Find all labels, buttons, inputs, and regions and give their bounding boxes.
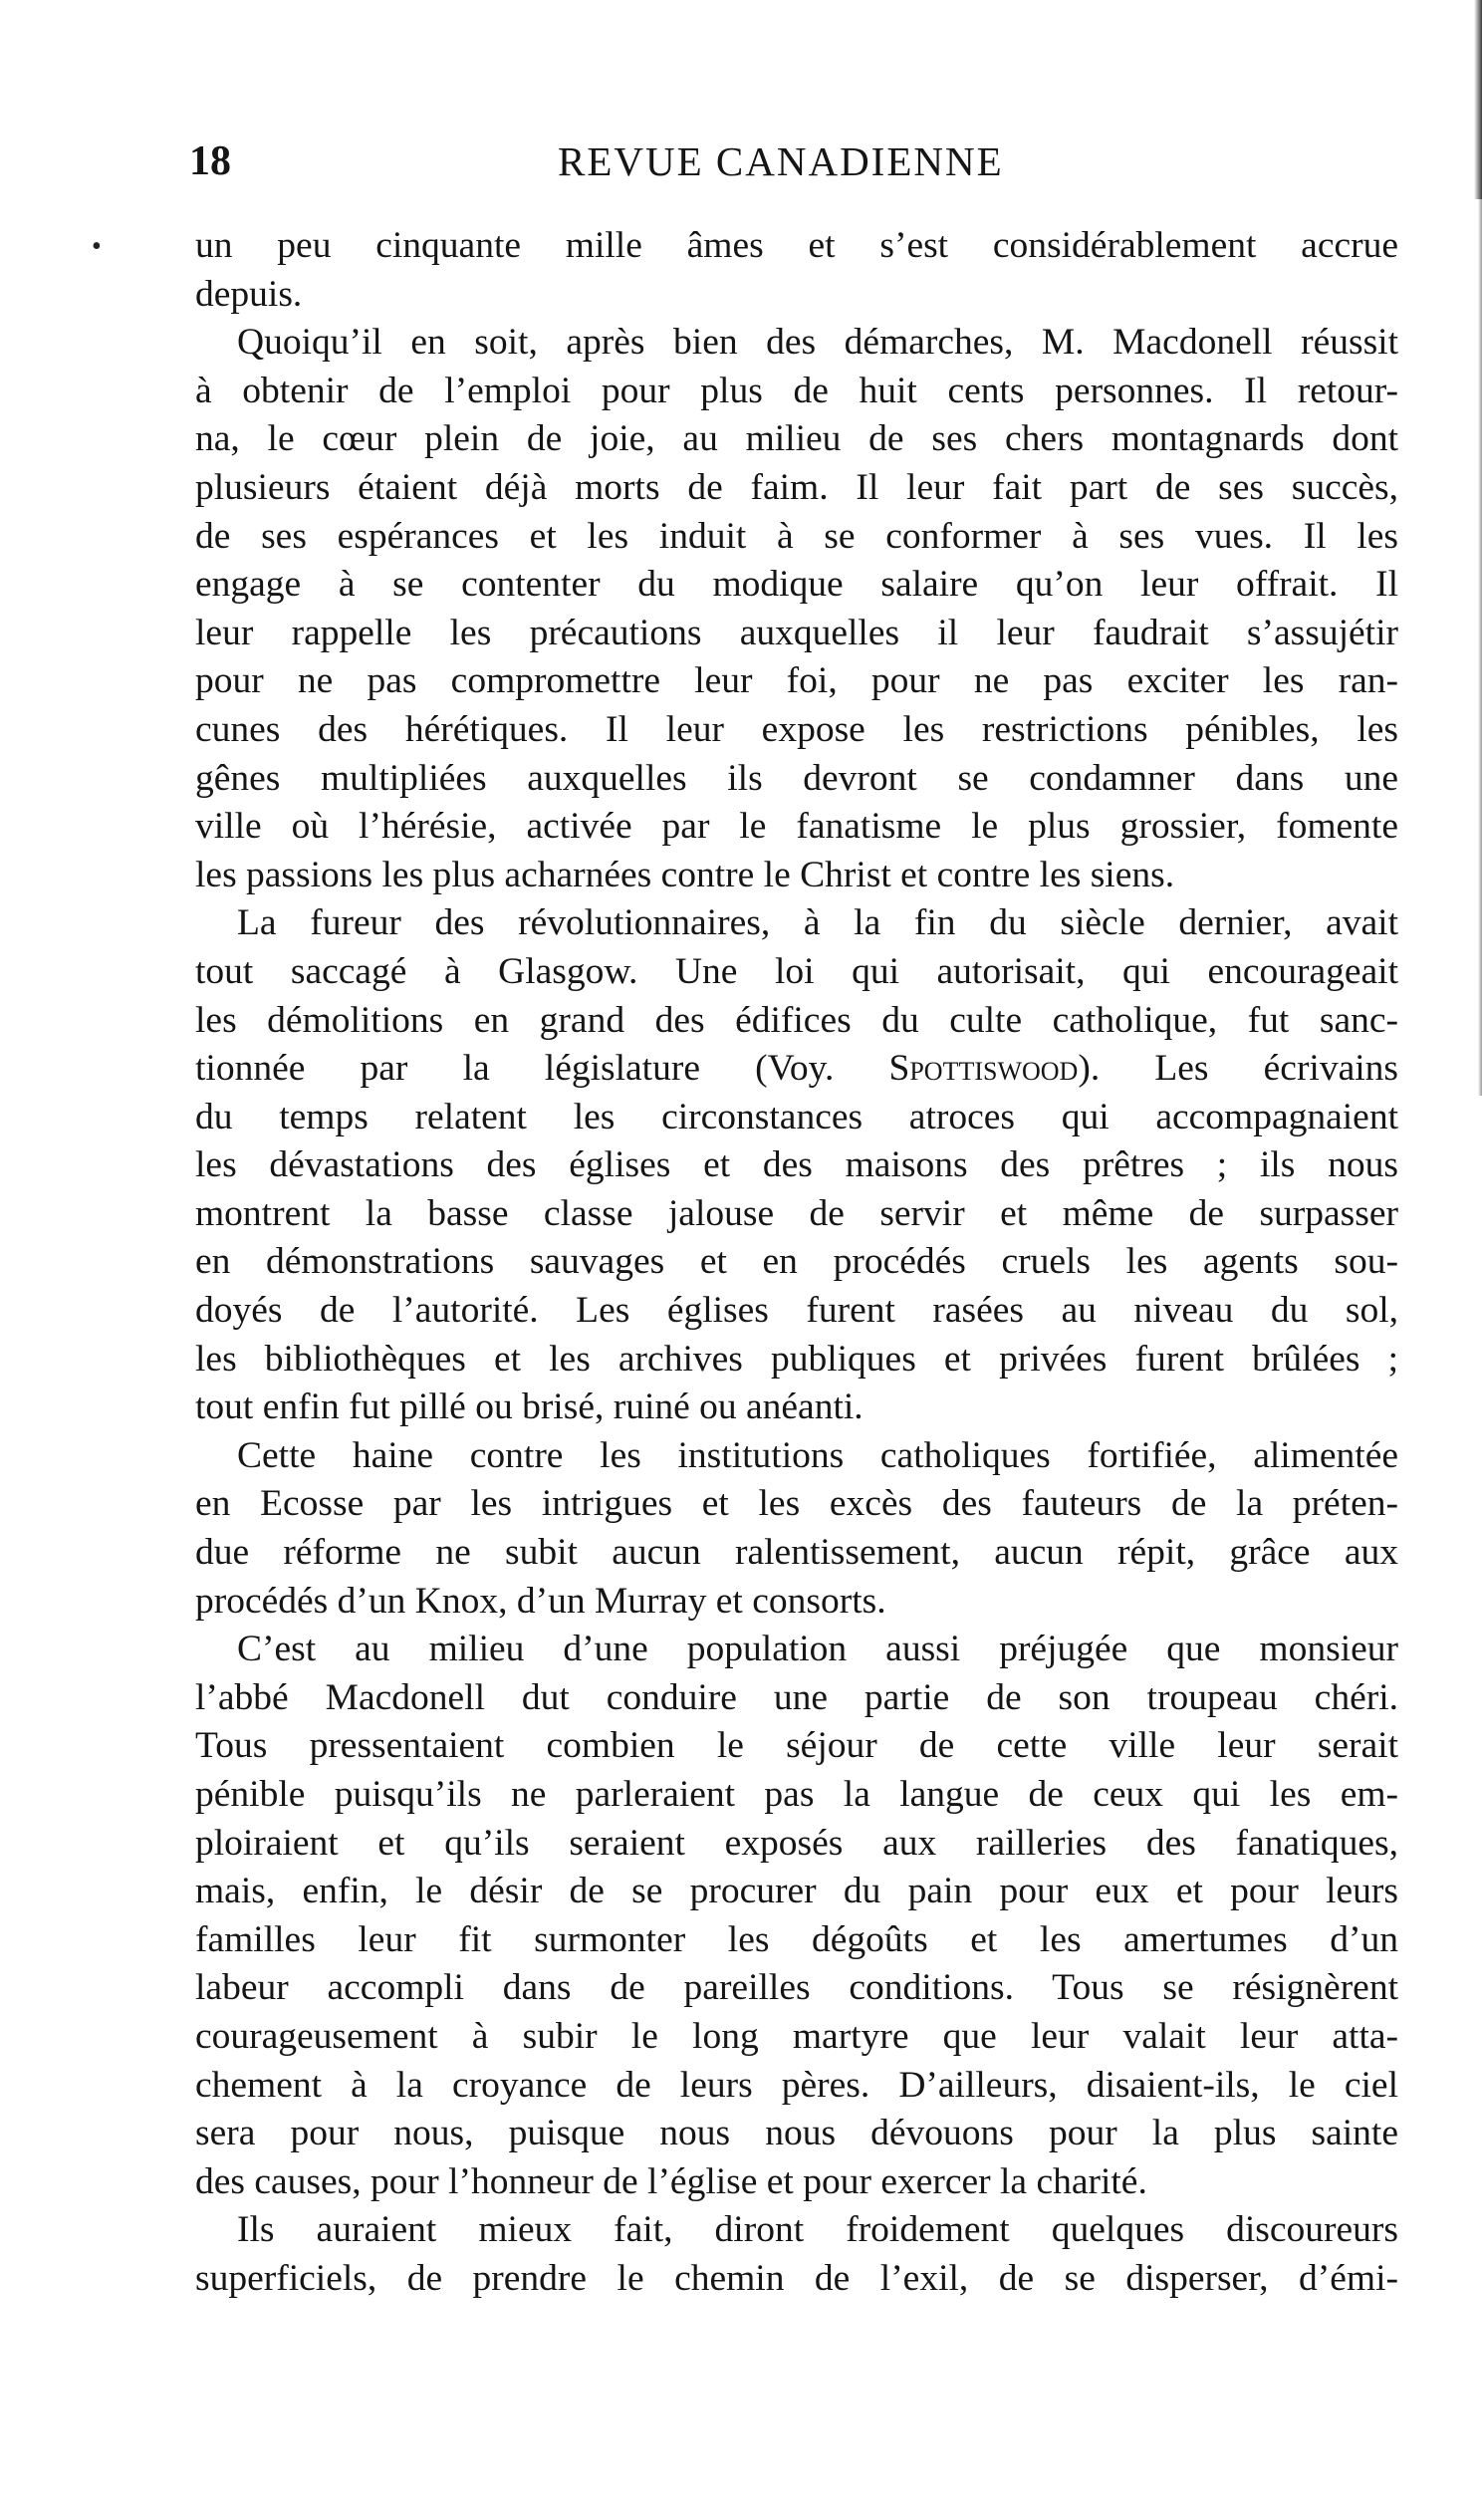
text-line: labeur accompli dans de pareilles conditions. Tous se résignèrent bbox=[195, 1967, 1398, 2009]
text-line: leur rappelle les précautions auxquelles il leur faudrait s’assujétir bbox=[195, 612, 1398, 653]
text-line: due réforme ne subit aucun ralentissement, aucun répit, grâce aux bbox=[195, 1532, 1398, 1574]
text-line: les passions les plus acharnées contre le Christ et contre les siens. bbox=[195, 854, 1175, 895]
running-title: REVUE CANADIENNE bbox=[558, 138, 1004, 184]
text-line: Tous pressentaient combien le séjour de cette ville leur serait bbox=[195, 1725, 1398, 1767]
text-line: tout saccagé à Glasgow. Une loi qui autorisait, qui encourageait bbox=[195, 950, 1398, 992]
line-segment: tionnée par la législature (Voy. bbox=[195, 1048, 889, 1090]
text-line: doyés de l’autorité. Les églises furent rasées au niveau du sol, bbox=[195, 1290, 1398, 1332]
text-line: familles leur fit surmonter les dégoûts et les amertumes d’un bbox=[195, 1918, 1398, 1960]
text-line: superficiels, de prendre le chemin de l’exil, de se disperser, d’émi- bbox=[195, 2257, 1398, 2299]
text-line: de ses espérances et les induit à se conformer à ses vues. Il les bbox=[195, 515, 1398, 557]
text-line: gênes multipliées auxquelles ils devront se condamner dans une bbox=[195, 757, 1398, 799]
text-line: Cette haine contre les institutions catholiques fortifiée, alimentée bbox=[237, 1434, 1398, 1476]
text-line: courageusement à subir le long martyre que leur valait leur atta- bbox=[195, 2015, 1398, 2057]
text-line: l’abbé Macdonell dut conduire une partie de son troupeau chéri. bbox=[195, 1676, 1398, 1718]
text-line: en Ecosse par les intrigues et les excès des fauteurs de la préten- bbox=[195, 1483, 1398, 1525]
text-line: procédés d’un Knox, d’un Murray et consorts. bbox=[195, 1580, 886, 1622]
text-line: ploiraient et qu’ils seraient exposés aux railleries des fanatiques, bbox=[195, 1822, 1398, 1864]
text-line: les dévastations des églises et des maisons des prêtres ; ils nous bbox=[195, 1144, 1398, 1186]
text-line: chement à la croyance de leurs pères. D’ailleurs, disaient-ils, le ciel bbox=[195, 2064, 1398, 2106]
text-line: en démonstrations sauvages et en procédés cruels les agents sou- bbox=[195, 1241, 1398, 1283]
text-line: montrent la basse classe jalouse de servir et même de surpasser bbox=[195, 1192, 1398, 1234]
text-line: à obtenir de l’emploi pour plus de huit cents personnes. Il retour- bbox=[195, 370, 1398, 411]
text-line: cunes des hérétiques. Il leur expose les restrictions pénibles, les bbox=[195, 708, 1398, 750]
text-line: mais, enfin, le désir de se procurer du pain pour eux et pour leurs bbox=[195, 1871, 1398, 1912]
text-line: plusieurs étaient déjà morts de faim. Il leur fait part de ses succès, bbox=[195, 466, 1398, 508]
text-line: du temps relatent les circonstances atroces qui accompagnaient bbox=[195, 1096, 1398, 1137]
margin-bullet: • bbox=[92, 231, 102, 262]
page-edge-shadow bbox=[1474, 0, 1482, 199]
text-line bbox=[195, 1045, 1398, 1094]
text-line: des causes, pour l’honneur de l’église et pour exercer la charité. bbox=[195, 2160, 1147, 2202]
text-line: engage à se contenter du modique salaire qu’on leur offrait. Il bbox=[195, 564, 1398, 606]
text-line: pénible puisqu’ils ne parleraient pas la langue de ceux qui les em- bbox=[195, 1774, 1398, 1815]
text-line: Ils auraient mieux fait, diront froidement quelques discoureurs bbox=[237, 2209, 1398, 2251]
author-name-smallcaps: Spottiswood bbox=[888, 1048, 1079, 1090]
text-line: na, le cœur plein de joie, au milieu de ses chers montagnards dont bbox=[195, 418, 1398, 460]
text-line: ville où l’hérésie, activée par le fanatisme le plus grossier, fomente bbox=[195, 806, 1398, 848]
page-edge-shadow-lower bbox=[1478, 199, 1482, 1096]
page-number: 18 bbox=[189, 138, 231, 184]
text-line: Quoiqu’il en soit, après bien des démarches, M. Macdonell réussit bbox=[237, 322, 1398, 364]
text-line: un peu cinquante mille âmes et s’est considérablement accrue bbox=[195, 225, 1398, 266]
text-line: les démolitions en grand des édifices du culte catholique, fut sanc- bbox=[195, 999, 1398, 1041]
text-line: les bibliothèques et les archives publiques et privées furent brûlées ; bbox=[195, 1338, 1398, 1380]
text-line: sera pour nous, puisque nous nous dévouons pour la plus sainte bbox=[195, 2113, 1398, 2154]
text-line: C’est au milieu d’une population aussi préjugée que monsieur bbox=[237, 1629, 1398, 1670]
text-line: pour ne pas compromettre leur foi, pour ne pas exciter les ran- bbox=[195, 660, 1398, 702]
body-text bbox=[195, 222, 1398, 2304]
text-line: tout enfin fut pillé ou brisé, ruiné ou anéanti. bbox=[195, 1386, 864, 1428]
line-segment: ). Les écrivains bbox=[1078, 1048, 1399, 1090]
text-line: depuis. bbox=[195, 273, 303, 315]
text-line: La fureur des révolutionnaires, à la fin du siècle dernier, avait bbox=[237, 902, 1398, 944]
running-header bbox=[189, 137, 1404, 197]
